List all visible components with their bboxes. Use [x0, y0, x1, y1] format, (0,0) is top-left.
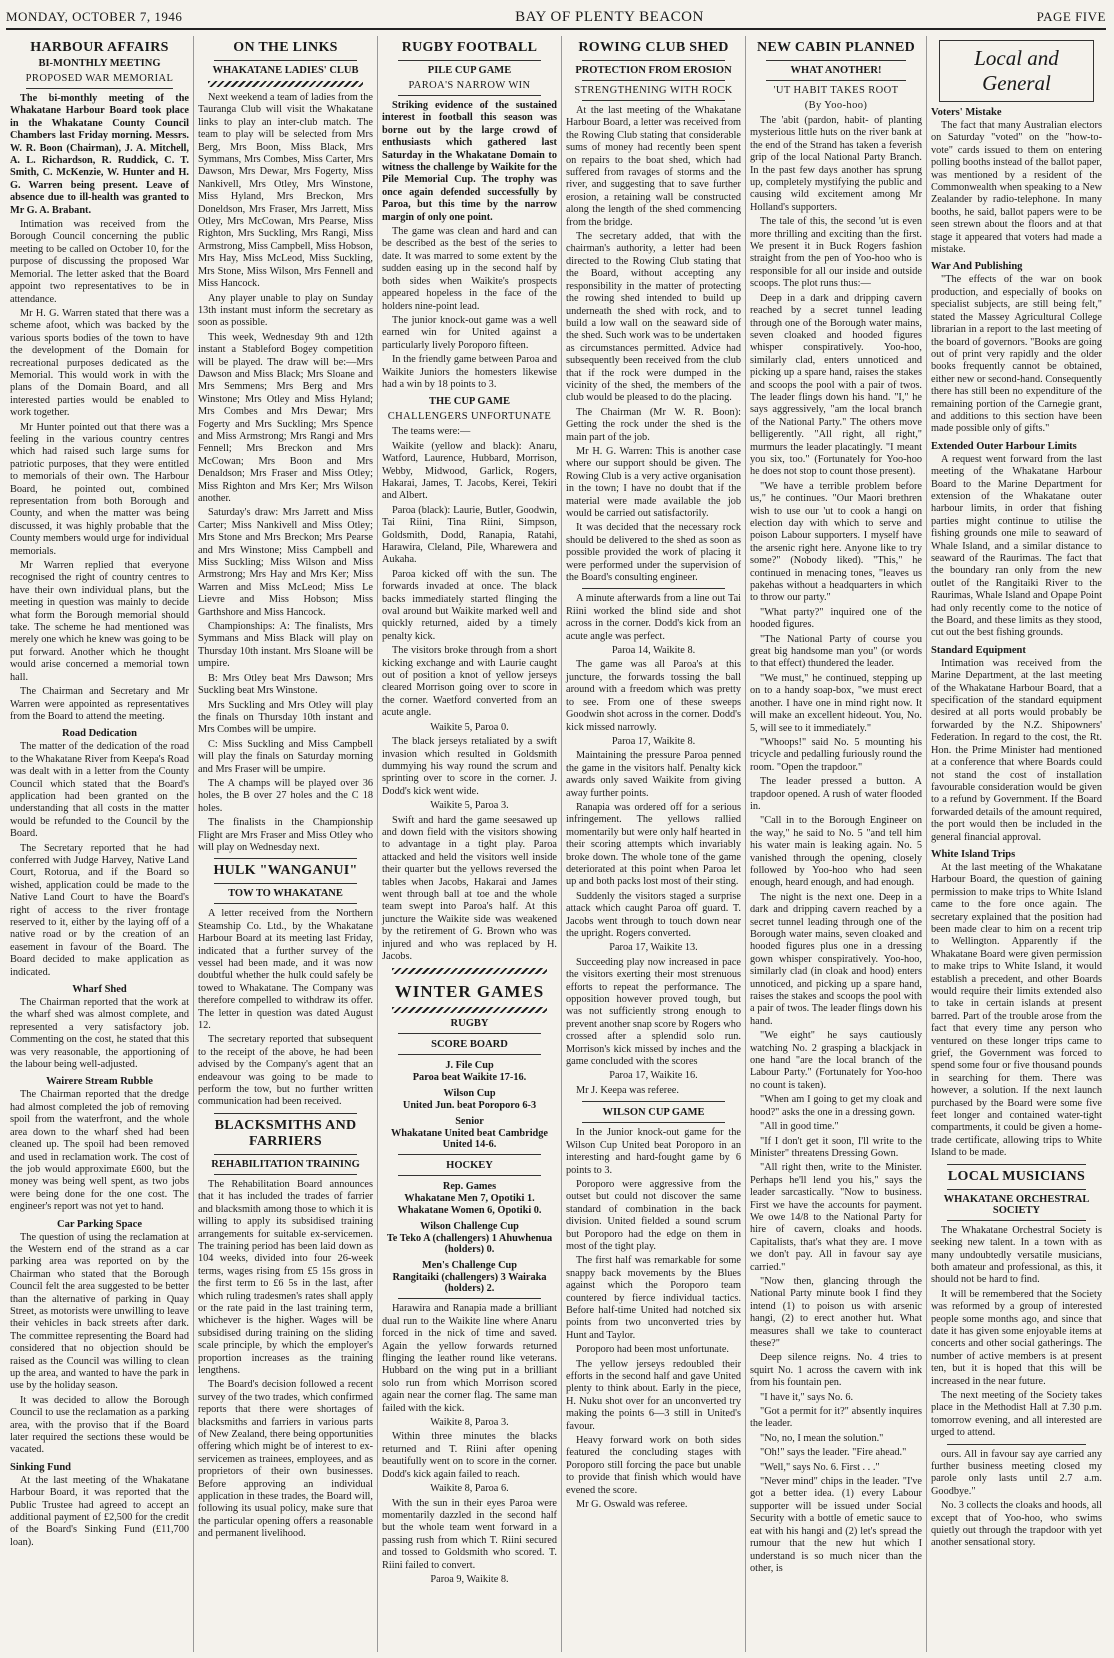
paragraph: "Well," says No. 6. First . . ."	[760, 1461, 880, 1473]
paragraph: The Chairman (Mr W. R. Boon): Getting the rock under the shed is the main part of the job.	[566, 406, 741, 443]
paragraph: Mr Warren replied that everyone recognised the right of country centres to have their own individual plans, but the meeting in question was mainly to decide what form the Borough memorial should take. The scheme he had mentioned was merely one which he knew was going to be put forward. Another which he thought would arise concerned a memorial town hall.	[10, 560, 189, 683]
headline: BLACKSMITHS AND FARRIERS	[214, 1117, 357, 1149]
rule	[582, 100, 725, 101]
paragraph: Championships: A: The finalists, Mrs Symmans and Miss Black will play on Thursday 10th instant. Mrs Sloane will be umpire.	[198, 621, 373, 670]
paragraph: The leader pressed a button. A trapdoor opened. A rush of water flooded in.	[750, 776, 922, 812]
paragraph: The tale of this, the second 'ut is even more thrilling and exciting than the first. We present it in Buck Rogers fashion straight from the pen of Yoo-hoo who is responsible for all our inside and outside scoops. The plot runs thus:—	[750, 216, 922, 290]
ornamental-rule	[392, 968, 547, 974]
section-heading: War And Publishing	[931, 261, 1023, 273]
score-result: Te Teko A (challengers) 1 Ahuwhenua (holders) 0.	[386, 1233, 553, 1256]
columns	[6, 36, 1106, 1652]
paragraph: The first half was remarkable for some snappy back movements by the Blues against which the Poroporo team countered by fierce individual tactics. Before half-time United had notched six points from two unconverted tries by Hunt and Taylor.	[566, 1255, 741, 1341]
paragraph: "All in good time."	[760, 1121, 839, 1133]
paragraph: Poroporo had been most unfortunate.	[576, 1344, 729, 1356]
paragraph: "What party?" inquired one of the hooded figures.	[750, 606, 922, 631]
rule	[214, 60, 357, 61]
section-heading: Wharf Shed	[72, 984, 127, 996]
score-result: Rangitaiki (challengers) 3 Wairaka (holders) 2.	[392, 1272, 547, 1295]
column-harbour-affairs	[6, 36, 193, 1652]
lead-paragraph: The bi-monthly meeting of the Whakatane Harbour Board took place in the Whakatane County Council Chambers last Friday morning. Messrs. W. R. Boon (Chairman), J. A. Mitchell, A. L. Richardson, R. Ruddick, C. T. Smith, C. McKenzie, W. Hunter and H. G. Warren being present. Leave of absence due to ill-health was granted to Mr G. A. Brabant.	[10, 93, 189, 216]
rule	[398, 95, 541, 96]
rule	[947, 1189, 1086, 1190]
subheading: REHABILITATION TRAINING	[211, 1158, 360, 1170]
rule	[398, 1298, 541, 1299]
kicker: STRENGTHENING WITH ROCK	[574, 85, 733, 96]
rule	[947, 1164, 1086, 1165]
paragraph: Next weekend a team of ladies from the Tauranga Club will visit the Whakatane links to play an inter-club match. The team to play will be selected from Mrs Berg, Mrs Boon, Miss Black, Mrs Symmans, Mrs Combes, Miss Carter, Mrs Dawson, Mrs Dewar, Mrs Fogerty, Miss Nankivell, Mrs Otley, Mrs Winstone, Miss Hyland, Mrs Breckon, Mrs Doneldson, Mrs Fraser, Mrs Jarrett, Miss Otley, Mrs McCowan, Mrs Pearse, Miss Righton, Mrs Suckling, Mrs Rangi, Miss Armstrong, Miss Campbell, Miss Hobson, Mrs Hay, Miss McLeod, Miss Suckling, Mrs Stone, Miss Wilson, Mrs Fennell and Miss Hancock.	[198, 92, 373, 290]
rule	[214, 903, 357, 904]
paragraph: "We eight" he says cautiously watching No. 2 grasping a blackjack in one hand "are the local branch of the Labour Party." (Fortunately for Yoo-hoo no count is taken).	[750, 1030, 922, 1091]
paragraph: Any player unable to play on Sunday 13th instant must inform the secretary as soon as possible.	[198, 292, 373, 329]
paragraph: The Chairman and Secretary and Mr Warren were appointed as representatives from the Board to attend the meeting.	[10, 686, 189, 722]
paragraph: At the last meeting of the Whakatane Harbour Board, a letter was received from the Rowing Club stating that considerable sums of money had recently been spent on repairs to the boat shed, which had suffered from ravages of storms and the river, and suggesting that to save further erosion, a retaining wall be constructed along the length of the shed commencing from the bridge.	[566, 105, 741, 228]
paragraph: The Whakatane Orchestral Society is seeking new talent. In a town with as many undoubtedly versatile musicians, both amateur and professional, as this, it should not be hard to find.	[931, 1224, 1102, 1286]
paragraph: Maintaining the pressure Paroa penned the game in the visitors half. Penalty kick awards only saved Waikite from giving away further points.	[566, 750, 741, 799]
headline: NEW CABIN PLANNED	[756, 40, 916, 55]
paragraph: Mr G. Oswald was referee.	[576, 1499, 688, 1511]
masthead-page: PAGE FIVE	[1036, 9, 1106, 24]
score-result: Whakatane United beat Cambridge United 14-6.	[390, 1128, 549, 1151]
score-line: Paroa 17, Waikite 16.	[609, 1070, 698, 1082]
rule	[947, 1444, 1086, 1445]
section-heading: SCORE BOARD	[431, 1039, 508, 1051]
paragraph: B: Mrs Otley beat Mrs Dawson; Mrs Suckling beat Mrs Winstone.	[198, 672, 373, 697]
paragraph: The Chairman reported that the work at the wharf shed was almost complete, and represented a very satisfactory job. Commenting on the cost, he stated that this was very reasonable, the apportioning of the labour being well-adjusted.	[10, 997, 189, 1071]
paragraph: Ranapia was ordered off for a serious infringement. The yellows rallied momentarily but were only half hearted in their scoring attempts which invariably broke down. The whole tone of the game deteriorated at this point when Paroa let up and both packs lost most of their sting.	[566, 801, 741, 888]
score-line: Waikite 5, Paroa 0.	[430, 721, 509, 733]
score-heading: J. File Cup	[445, 1060, 494, 1072]
paragraph: No. 3 collects the cloaks and hoods, all except that of Yoo-hoo, who swims quietly out through the trapdoor with yet another sensational story.	[931, 1500, 1102, 1549]
kicker: PROPOSED WAR MEMORIAL	[25, 73, 174, 84]
column-on-the-links	[193, 36, 377, 1652]
paragraph: Mrs Suckling and Mrs Otley will play the finals on Thursday 10th instant and Mrs Combes will be umpire.	[198, 699, 373, 736]
score-line: Paroa 17, Waikite 8.	[611, 735, 696, 747]
paragraph: "Call in to the Borough Engineer on the way," he said to No. 5 "and tell him his water main is leaking again. No. 5 vanished through the opening, closely followed by Yoo-hoo who had seen enough, heard enough, and had enough.	[750, 815, 922, 889]
score-heading: Men's Challenge Cup	[422, 1260, 517, 1272]
paragraph: Mr J. Keepa was referee.	[576, 1084, 679, 1096]
lead-paragraph: Striking evidence of the sustained interest in football this season was borne out by the large crowd of enthusiasts which gathered last Saturday in the Whakatane Domain to witness the challenge by Waikite for the Pile Memorial Cup. The trophy was once again defended successfully by Paroa, but this time by the narrow margin of only one point.	[382, 100, 557, 223]
headline: HULK "WANGANUI"	[213, 863, 358, 879]
rule	[398, 1175, 541, 1176]
rule	[582, 1101, 725, 1102]
masthead	[6, 6, 1106, 30]
ornamental-rule	[208, 81, 363, 87]
paragraph: "All right then, write to the Minister. Perhaps he'll lend you his," says the leader sarcastically. "Now to business. First we have the accounts for payment. We owe 14/8 to the National Party for hire of cavern, cloaks and hoods. Capitalists, that's what they are. I move we don't pay. All in favour say aye carried."	[750, 1162, 922, 1273]
ornamental-rule	[392, 1007, 547, 1013]
paragraph: "We must," he continued, stepping up on to a handy soap-box, "we must erect another. I have one in mind right now. It will make an excellent hideout. You, No. 5, will see to it immediately."	[750, 672, 922, 734]
paragraph: Paroa kicked off with the sun. The forwards invaded at once. The black backs immediately started flinging the oval around but Waikite marked well and quickly returned, aided by a timely penalty kick.	[382, 568, 557, 642]
score-line: Waikite 5, Paroa 3.	[430, 800, 509, 812]
paragraph: Deep silence reigns. No. 4 tries to squirt No. 1 across the cavern with ink from his fountain pen.	[750, 1352, 922, 1389]
paragraph: Harawira and Ranapia made a brilliant dual run to the Waikite line where Anaru forced in the nick of time and saved. Again the yellow forwards returned flinging the leather round like veterans. Hubbard on the wing put in a brilliant solo run from which Morrison scored again near the corner flag. The same man failed with the kick.	[382, 1303, 557, 1414]
column-local-and-general	[926, 36, 1106, 1652]
paragraph: The finalists in the Championship Flight are Mrs Fraser and Miss Otley who will play on Wednesday next.	[198, 817, 373, 853]
paragraph: Intimation was received from the Marine Department, at the last meeting of the Whakatane Harbour Board, that a specification of the standard equipment desired at all ports would probably be forwarded by the N.Z. Shipowners' Federation. In regard to the cost, the Rt. Hon. the Prime Minister had mentioned at a conference that where Boards could not stand the cost of installation favourable consideration would be given to a refund by Government. If the Board forwarded details of the amount required, the port would then be included in the general financial approval.	[931, 657, 1102, 843]
column-rowing-club	[561, 36, 745, 1652]
rule	[214, 1113, 357, 1114]
rule	[214, 1174, 357, 1175]
headline: LOCAL MUSICIANS	[947, 1168, 1086, 1184]
paragraph: The game was all Paroa's at this juncture, the forwards tossing the ball around with a freedom which was pretty to see. From one of these sweeps Goodwin shot across in the corner. Dodd's kick missed narrowly.	[566, 659, 741, 733]
paragraph: It was decided that the necessary rock should be delivered to the shed as soon as possible provided the work of placing it were performed under the supervision of the Board's consulting engineer.	[566, 522, 741, 584]
rule	[214, 883, 357, 884]
paragraph: Waikite (yellow and black): Anaru, Watford, Laurence, Hubbard, Morrison, Webby, Midwood, Garlick, Rogers, Hakarai, James, T. Jacobs, Kerei, Tekiri and Albert.	[382, 440, 557, 502]
score-result: United Jun. beat Poroporo 6-3	[402, 1100, 537, 1112]
headline: ON THE LINKS	[233, 40, 338, 55]
paragraph: At the last meeting of the Whakatane Harbour Board, it was reported that the Public Trustee had agreed to accept an additional payment of £2,500 for the credit of the Board's Sinking Fund (£11,700 loan).	[10, 1474, 189, 1548]
rule	[766, 60, 906, 61]
paragraph: The game was clean and hard and can be described as the best of the series to date. It was marred to some extent by the sudden easing up in the second half by both sides when Waikite's prospects appeared hopeless in the face of the holders nine-point lead.	[382, 226, 557, 312]
paragraph: At the last meeting of the Whakatane Harbour Board, the question of gaining permission to make trips to White Island came to the fore once again. The secretary explained that the position had been made clear to him on a recent trip to Wellington. Apparently if the Whakatane Board were given permission to make trips to White Island, it would establish a precedent, and other Boards would require their limits extended also to take in certain islands at present barred. Part of the trouble arose from the fact that every time any person who ventured on these longer trips came to grief, the Government was forced to spend some four or five thousand pounds in searching for them. There was however, a solution. If the next launch purchased by the Board were some five feet longer and contained water-tight compartments, it could be given a home-trade certificate, allowing trips to White Island to be made.	[931, 861, 1102, 1159]
paragraph: The A champs will be played over 36 holes, the B over 27 holes and the C 18 holes.	[198, 777, 373, 814]
paragraph: "We have a terrible problem before us," he continues. "Our Maori brethren wish to use our 'ut to cook a hangi on election day with which to serve and poison Labour supporters. I myself have the arsenic right here. Anyone like to try some?" (Nobody liked). "This," he continued in menacing tones, "leaves us pakehas without a headquarters in which to throw our party."	[750, 480, 922, 604]
paragraph: "Whoops!" said No. 5 mounting his tricycle and pedalling furiously round the room. "Open the trapdoor."	[750, 736, 922, 773]
paragraph: With the sun in their eyes Paroa were momentarily dazzled in the second half but the whole team went forward in a passing rush from which T. Riini secured and tossed to Goldsmith who scored. T. Riini failed to convert.	[382, 1497, 557, 1571]
rule	[582, 1122, 725, 1123]
subheading: WHAT ANOTHER!	[790, 65, 882, 76]
paragraph: The question of using the reclamation at the Western end of the strand as a car parking area was reported on by the Chairman who stated that the Borough Council felt the area suggested to be better than the alternative of parking in Quay Street, as motorists were unwilling to leave their vehicles in back streets after dark. The committee representing the Board had considered that no objection should be raised as the Council was willing to clean up the area, and wanted to have the park in use by the holiday season.	[10, 1231, 189, 1392]
headline: WINTER GAMES	[394, 982, 545, 1002]
paragraph: C: Miss Suckling and Miss Campbell will play the finals on Saturday morning and Mrs Fraser will be umpire.	[198, 738, 373, 775]
paragraph: In the Junior knock-out game for the Wilson Cup United beat Poroporo in an interesting and hard-fought game by 6 points to 3.	[566, 1127, 741, 1176]
paragraph: Mr Hunter pointed out that there was a feeling in the various country centres which had raised such large sums for patriotic purposes, that they were entitled to memorials of their own. The Harbour Board, he pointed out, combined representation from both Borough and County, and when the matter was being discussed, it was highly probable that the County members would urge for individual memorials.	[10, 421, 189, 557]
paragraph: The teams were:—	[392, 426, 471, 438]
paragraph: The junior knock-out game was a well earned win for United against a particularly lively Poroporo fifteen.	[382, 314, 557, 351]
score-line: Paroa 17, Waikite 13.	[609, 942, 698, 954]
headline: HARBOUR AFFAIRS	[30, 40, 169, 55]
paragraph: The matter of the dedication of the road to the Whakatane River from Keepa's Road was dealt with in a letter from the County Council which stated that the Board's application had been granted on the understanding that all costs in the matter would be refunded to the Council by the Board.	[10, 741, 189, 840]
score-line: Paroa 9, Waikite 8.	[430, 1573, 509, 1585]
subheading: BI-MONTHLY MEETING	[38, 58, 161, 69]
section-heading: Car Parking Space	[57, 1218, 142, 1230]
rule	[398, 1154, 541, 1155]
paragraph: The yellow jerseys redoubled their efforts in the second half and gave United plenty to think about. Early in the piece, H. Nuku shot over for an unconverted try making the points 6—3 still in United's favour.	[566, 1358, 741, 1432]
byline: (By Yoo-hoo)	[804, 100, 868, 111]
paragraph: The secretary reported that subsequent to the receipt of the above, he had been advised by the Company's agent that an endeavour was going to be made to perform the tow, but no further written communication had been received.	[198, 1034, 373, 1108]
paragraph: ours. All in favour say aye carried any further business meeting closed my parole only lasts until 2.7 a.m. Goodbye."	[931, 1448, 1102, 1497]
kicker: 'UT HABIT TAKES ROOT	[773, 85, 899, 96]
paragraph: "No, no, I mean the solution."	[760, 1432, 884, 1444]
subheading: PILE CUP GAME	[427, 65, 512, 76]
rule	[398, 1033, 541, 1034]
paragraph: The fact that many Australian electors on Saturday "voted" on the "how-to-vote" cards issued to them on entering polling booths instead of the ballot paper, was mentioned by a resident of the Commonwealth when speaking to a New Zealander by radio-telephone. In many booths, he said, ballot papers were to be seen strewn about the floors and at that stage it appeared that voters had made a mistake.	[931, 120, 1102, 256]
score-heading: Wilson Challenge Cup	[420, 1221, 519, 1233]
paragraph: The Board's decision followed a recent survey of the two trades, which confirmed reports that there were shortages of blacksmiths and farriers in various parts of New Zealand, there being opportunities offering which might be of interest to ex-servicemen as trainees, employees, and as proprietors of their own businesses. Before approving an individual application in these trades, the Board will, following its usual policy, make sure that the particular opening offers a reasonable and permanent livelihood.	[198, 1379, 373, 1540]
paragraph: Poroporo were aggressive from the outset but could not discover the same standard of combination in the back division. United fielded a sound scrum but Poroporo had the edge on them in most of the tight play.	[566, 1178, 741, 1252]
paragraph: It was decided to allow the Borough Council to use the reclamation as a parking area, with the proviso that if the Board later required the sections these would be vacated.	[10, 1394, 189, 1456]
section-heading: Standard Equipment	[931, 644, 1026, 656]
kicker: CHALLENGERS UNFORTUNATE	[387, 411, 552, 423]
paragraph: "Never mind" chips in the leader. "I've got a better idea. (1) every Labour supporter will be issued under Social Security with a bottle of emetic sauce to eat with his hangi and (2) let's spread the rumour that the new hut which I understand is so much nicer than the other, is	[750, 1476, 922, 1574]
paragraph: Succeeding play now increased in pace the visitors exerting their most strenuous efforts to repeat the performance. The opposition however proved tough, but was not sufficiently strong enough to prevent another snap score by Rogers who crossed after a splendid solo run. Morrison's kick missed by inches and the game concluded with the scores	[566, 956, 741, 1068]
section-heading: Wairere Stream Rubble	[46, 1076, 153, 1088]
score-heading: Senior	[455, 1116, 484, 1128]
paragraph: The night is the next one. Deep in a dark and dripping cavern reached by a secret tunnel leading through one of the Borough water mains, seven cloaked and hooded figures plus one in a dressing gown whisper conspiratively. Yoo-hoo, similarly clad (in cloak and hood) enters unnoticed, and picking up a spare hand, raises the stakes and scoops the pool with a pair of twos. The leader flings down his hand.	[750, 891, 922, 1027]
paragraph: The Rehabilitation Board announces that it has included the trades of farrier and blacksmith among those to which it is willing to apply its subsidised training arrangements for suitable ex-servicemen. The training period has been laid down as 104 weeks, divided into four 26-week terms, wages rising from £5 15s gross in the first term to £6 5s in the last, after which ruling tradesmen's rates shall apply or the rate paid in the last training term, whichever is the higher. Wages will be subsidised during training on the sliding scale principle, by which the employer's proportion increases as the training lengthens.	[198, 1178, 373, 1376]
column-rugby-football	[377, 36, 561, 1652]
paragraph: The 'abit (pardon, habit- of planting mysterious little huts on the river bank at the end of the Strand has taken a feverish grip of the local National Party Branch. In the past few days another has sprung up, completely mystifying the public and causing wild excitement among Mr Holland's supporters.	[750, 115, 922, 213]
subheading: TOW TO WHAKATANE	[228, 888, 343, 900]
subheading: WHAKATANE LADIES' CLUB	[212, 65, 359, 76]
masthead-title: BAY OF PLENTY BEACON	[515, 8, 704, 25]
paragraph: Paroa (black): Laurie, Butler, Goodwin, Tai Riini, Tina Riini, Simpson, Goldsmith, Dodd, Ranapia, Ratahi, Harawira, Cleland, Pile, Wharewera and Aukaha.	[382, 504, 557, 566]
rule	[398, 1054, 541, 1055]
section-heading: HOCKEY	[446, 1160, 493, 1172]
paragraph: Suddenly the visitors staged a surprise attack which caught Paroa off guard. T. Jacobs went through to touch down near the upright. Rogers converted.	[566, 890, 741, 939]
score-line: Paroa 14, Waikite 8.	[611, 645, 696, 657]
rule	[582, 588, 725, 589]
section-title-box	[939, 40, 1094, 102]
paragraph: Mr H. G. Warren stated that there was a scheme afoot, which was backed by the various sports bodies of the town to have the development of the Domain for recreational purposes dedicated as the Memorial. This would work in with the plans of the Domain Board, and all interested parties would be enabled to work together.	[10, 307, 189, 419]
paragraph: The secretary added, that with the chairman's authority, a letter had been directed to the Rowing Club stating that the Board, without accepting any responsibility in the matter of protecting the rowing shed intended to build up underneath the shed with rock, and to build a low wall on the seaward side of the shed. Such work was to be undertaken as circumstances permitted. Advice had subsequently been received from the club that if the rock were dumped in the vicinity of the shed, the members of the club would be pleased to do the placing.	[566, 231, 741, 404]
masthead-date: MONDAY, OCTOBER 7, 1946	[6, 9, 183, 24]
section-heading: WILSON CUP GAME	[602, 1107, 705, 1119]
paragraph: The visitors broke through from a short kicking exchange and with Laurie caught out of position a knot of yellow jerseys cleared Morrison going over to score in the corner. Waetford converted from an acute angle.	[382, 645, 557, 719]
paragraph: The black jerseys retaliated by a swift invasion which resulted in Goldsmith dummying his way round the scrum and sprinting over to score in the corner. J. Dodd's kick went wide.	[382, 736, 557, 797]
subheading: WHAKATANE ORCHESTRAL SOCIETY	[943, 1193, 1090, 1216]
score-heading: Wilson Cup	[443, 1088, 496, 1100]
paragraph: Deep in a dark and dripping cavern reached by a secret tunnel leading through one of the Borough water mains, seven cloaked and hooded figures whisper conspiratively. Yoo-hoo, similarly clad, enters unnoticed and picking up a spare hand, raises the stakes and scoops the pool with a pair of twos. The leader flings down his hand. "I," he says aggressively, "am the local branch of the National Party." The others move belligerently. "All right, all right," murmurs the leader placatingly. "I meant you six, too." (Fortunately for Yoo-hoo he does not stop to count those present).	[750, 292, 922, 478]
score-line: Waikite 8, Paroa 3.	[430, 1417, 509, 1429]
paragraph: Saturday's draw: Mrs Jarrett and Miss Carter; Miss Nankivell and Miss Otley; Mrs Stone and Mrs Breckon; Mrs Pearse and Mrs Winstone; Miss Campbell and Miss Suckling; Miss Wilson and Miss Armstrong; Mrs Hay and Mrs Ker; Miss Warren and Miss McLeod; Miss Le Lievre and Miss Hobson; Miss Garthshore and Miss Hancock.	[198, 507, 373, 618]
paragraph: "If I don't get it soon, I'll write to the Minister" threatens Dressing Gown.	[750, 1135, 922, 1159]
subheading: PROTECTION FROM EROSION	[575, 65, 732, 76]
paragraph: "Got a permit for it?" absently inquires the leader.	[750, 1406, 922, 1430]
section-heading: White Island Trips	[931, 848, 1016, 860]
paragraph: "The effects of the war on book production, and especially of books on specialist subjects, are still being felt," stated the Massey Agricultural College librarian in a report to the last meeting of the board of governors. "Books are going out of print very rapidly and the older books frequently cannot be obtained, either new or second-hand. Consequently there has still been no expenditure of the remaining portion of the Carnegie grant, and additions to this section have been made possible only of gifts."	[931, 274, 1102, 435]
section-heading: THE CUP GAME	[428, 396, 511, 408]
rule	[582, 60, 725, 61]
paragraph: "I have it," says No. 6.	[760, 1391, 854, 1403]
paragraph: Intimation was received from the Borough Council concerning the public meeting to be called on October 10, for the purpose of discussing the proposed War Memorial. The letter asked that the Board appoint two representatives to be in attendance.	[10, 219, 189, 305]
score-result: Whakatane Men 7, Opotiki 1.	[404, 1193, 535, 1205]
paragraph: Within three minutes the blacks returned and T. Riini after opening beautifully went on to score in the corner. Dodd's kick again failed to reach.	[382, 1431, 557, 1480]
column-new-cabin	[745, 36, 926, 1652]
rule	[26, 88, 173, 89]
section-heading: Sinking Fund	[10, 1461, 72, 1473]
rule	[398, 60, 541, 61]
paragraph: "When am I going to get my cloak and hood?" asks the one in a dressing gown.	[750, 1094, 922, 1118]
rule	[947, 1220, 1086, 1221]
paragraph: The Chairman reported that the dredge had almost completed the job of removing spoil from the waterfront, and the whole area down to the wharf shed had been cleaned up. The spoil had been removed and used in reclamation work. The cost of the job would approximate £600, but the money was being well spent, as two jobs were being done for the one cost. The engineer's report was not yet to hand.	[10, 1089, 189, 1213]
paragraph: In the friendly game between Paroa and Waikite Juniors the homesters likewise had a win by 18 points to 3.	[382, 354, 557, 390]
score-heading: Rep. Games	[442, 1181, 497, 1193]
paragraph: It will be remembered that the Society was reformed by a group of interested people some months ago, and since that date it has given some enjoyable items at concerts and other social gatherings. The number of active members is at present ten, but it is hoped that this will be increased in the near future.	[931, 1288, 1102, 1387]
score-result: Paroa beat Waikite 17-16.	[412, 1072, 527, 1084]
paragraph: The next meeting of the Society takes place in the Methodist Hall at 7.30 p.m. tomorrow evening, and all interested are urged to attend.	[931, 1389, 1102, 1439]
paragraph: This week, Wednesday 9th and 12th instant a Stableford Bogey competition will be played. The draw will be:—Mrs Dawson and Miss Black; Mrs Sloane and Mrs Semmens; Mrs Berg and Mrs Winstone; Mrs Otley and Miss Hyland; Mrs Combes and Mrs Dewar; Mrs Fogerty and Mrs Suckling; Mrs Spence and Miss Armstrong; Mrs Rangi and Mrs Fennell; Mrs Breckon and Mrs McCowan; Mrs Boon and Mrs Denaldson; Mrs Fraser and Miss Otley; Miss Righton and Mrs Ker; Mrs Wilson another.	[198, 331, 373, 504]
rule	[766, 80, 906, 81]
paragraph: "The National Party of course you great big handsome man you" (or words to that effect) thundered the leader.	[750, 633, 922, 670]
section-heading: Road Dedication	[62, 728, 137, 740]
paragraph: Swift and hard the game seesawed up and down field with the visitors showing to advantage in a tight play. Paroa attacked and held the visitors well inside their quarter but the yellows reversed the tables when Jacobs, Hakarai and James went through ball at toe and the whole team swept into Paroa's half. At this juncture the Waikite side was weakened by the retirement of G. Brown who was injured and who was replaced by H. Jacobs.	[382, 814, 557, 962]
section-heading: Extended Outer Harbour Limits	[931, 440, 1077, 452]
rule	[214, 858, 357, 859]
paragraph: Mr H. G. Warren: This is another case where our support should be given. The Rowing Club is a very active organisation in the town; I have no doubt that if the material were made available the job would be carried out satisfactorily.	[566, 445, 741, 519]
score-result: Whakatane Women 6, Opotiki 0.	[397, 1205, 542, 1217]
kicker: PAROA'S NARROW WIN	[408, 80, 531, 91]
headline: RUGBY FOOTBALL	[401, 40, 538, 55]
score-line: Waikite 8, Paroa 6.	[430, 1483, 509, 1495]
paragraph: A minute afterwards from a line out Tai Riini worked the blind side and shot across in the corner. Dodd's kick from an acute angle was perfect.	[566, 593, 741, 642]
paragraph: A request went forward from the last meeting of the Whakatane Harbour Board to the Marine Department for extension of the Whakatane outer harbour limits, in order that fishing parties might continue to utilise the fishing grounds one mile to seaward of Whale Island, and a similar distance to seaward of the Raurimas. The fact that the boundary ran only from the new outlet of the Rangitaiki River to the Raurimas, Whale Island and Opape Point had only recently come to the notice of the Board, and these limits as they stood, cut out the best fishing grounds.	[931, 453, 1102, 639]
paragraph: A letter received from the Northern Steamship Co. Ltd., by the Whakatane Harbour Board at its meeting last Friday, indicated that a further survey of the vessel had been made, and it was now doubtful whether the hulk could safely be towed to Whakatane. The Company was therefore compelled to withdraw its offer. The letter in question was dated August 12.	[198, 908, 373, 1032]
paragraph: Heavy forward work on both sides featured the concluding stages with Poroporo still forcing the pace but unable to provide that finish which would have evened the score.	[566, 1435, 741, 1496]
rule	[214, 1154, 357, 1155]
headline: ROWING CLUB SHED	[578, 40, 729, 55]
paragraph: "Now then, glancing through the National Party minute book I find they intend (1) to poison us with arsenic hangi, (2) to erect another hut. What measures shall we take to counteract these?"	[750, 1275, 922, 1349]
paragraph: The Secretary reported that he had conferred with Judge Harvey, Native Land Court, Rotorua, and if the Board so wished, application could be made to the Native Land Court to have the Board's right of access to the river frontage reserved to it, either by the laying off of a native road or by the creation of an easement in favour of the Board. The Board decided to make application as indicated.	[10, 842, 189, 978]
section-heading: Voters' Mistake	[931, 107, 1002, 118]
headline: Local and General	[974, 46, 1059, 95]
rule	[582, 80, 725, 81]
paragraph: "Oh!" says the leader. "Fire ahead."	[760, 1447, 907, 1459]
section-heading: RUGBY	[450, 1018, 489, 1030]
